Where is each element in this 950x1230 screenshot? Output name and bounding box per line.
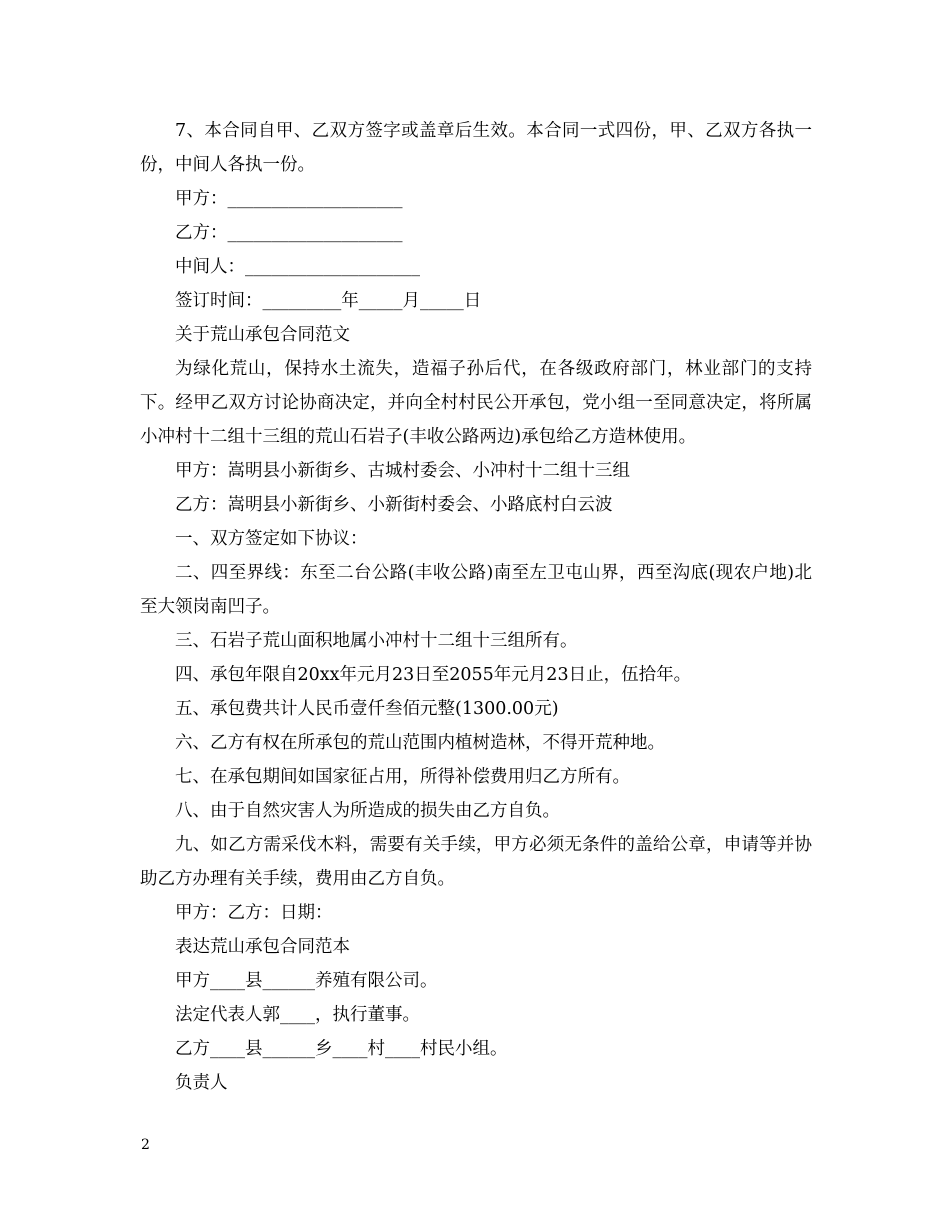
clause-3: 三、石岩子荒山面积地属小冲村十二组十三组所有。 <box>175 631 578 651</box>
party-a-line: 甲方：嵩明县小新街乡、古城村委会、小冲村十二组十三组 <box>175 461 630 481</box>
clause-1: 一、双方签定如下协议： <box>175 529 368 549</box>
responsible-person: 负责人 <box>175 1073 228 1093</box>
document-body <box>140 114 812 1100</box>
paragraph-intro: 为绿化荒山，保持水土流失，造福子孙后代，在各级政府部门，林业部门的支持下。经甲乙双方讨论协商决定，并向全村村民公开承包，党小组一至同意决定，将所属小冲村十二组十三组的荒山石岩子(丰收公路两边)承包给乙方造林使用。 <box>140 359 812 447</box>
clause-6: 六、乙方有权在所承包的荒山范围内植树造林，不得开荒种地。 <box>175 733 665 753</box>
paragraph-clause-7: 7、本合同自甲、乙双方签字或盖章后生效。本合同一式四份，甲、乙双方各执一份，中间人各执一份。 <box>140 121 812 175</box>
party-b-line: 乙方：嵩明县小新街乡、小新街村委会、小路底村白云波 <box>175 495 613 515</box>
party-b-village: 乙方____县______乡____村____村民小组。 <box>175 1039 508 1059</box>
clause-8: 八、由于自然灾害人为所造成的损失由乙方自负。 <box>175 801 560 821</box>
party-a-company: 甲方____县______养殖有限公司。 <box>175 971 438 991</box>
signature-party-b: 乙方：____________________ <box>175 223 403 243</box>
section-title-2: 表达荒山承包合同范本 <box>175 937 350 957</box>
signature-party-a: 甲方：____________________ <box>175 189 403 209</box>
signature-summary: 甲方：乙方：日期： <box>175 903 333 923</box>
legal-representative: 法定代表人郭____，执行董事。 <box>175 1005 420 1025</box>
clause-2: 二、四至界线：东至二台公路(丰收公路)南至左卫屯山界，西至沟底(现农户地)北至大领岗南凹子。 <box>140 563 812 617</box>
clause-9: 九、如乙方需采伐木料，需要有关手续，甲方必须无条件的盖给公章，申请等并协助乙方办理有关手续，费用由乙方自负。 <box>140 835 812 889</box>
clause-7: 七、在承包期间如国家征占用，所得补偿费用归乙方所有。 <box>175 767 630 787</box>
signature-middleman: 中间人：____________________ <box>175 257 420 277</box>
clause-5: 五、承包费共计人民币壹仟叁佰元整(1300.00元) <box>175 699 559 719</box>
signing-date: 签订时间：_________年_____月_____日 <box>175 291 482 311</box>
clause-4: 四、承包年限自20xx年元月23日至2055年元月23日止，伍拾年。 <box>175 665 692 685</box>
page-number: 2 <box>141 1137 150 1153</box>
section-title: 关于荒山承包合同范文 <box>175 325 350 345</box>
